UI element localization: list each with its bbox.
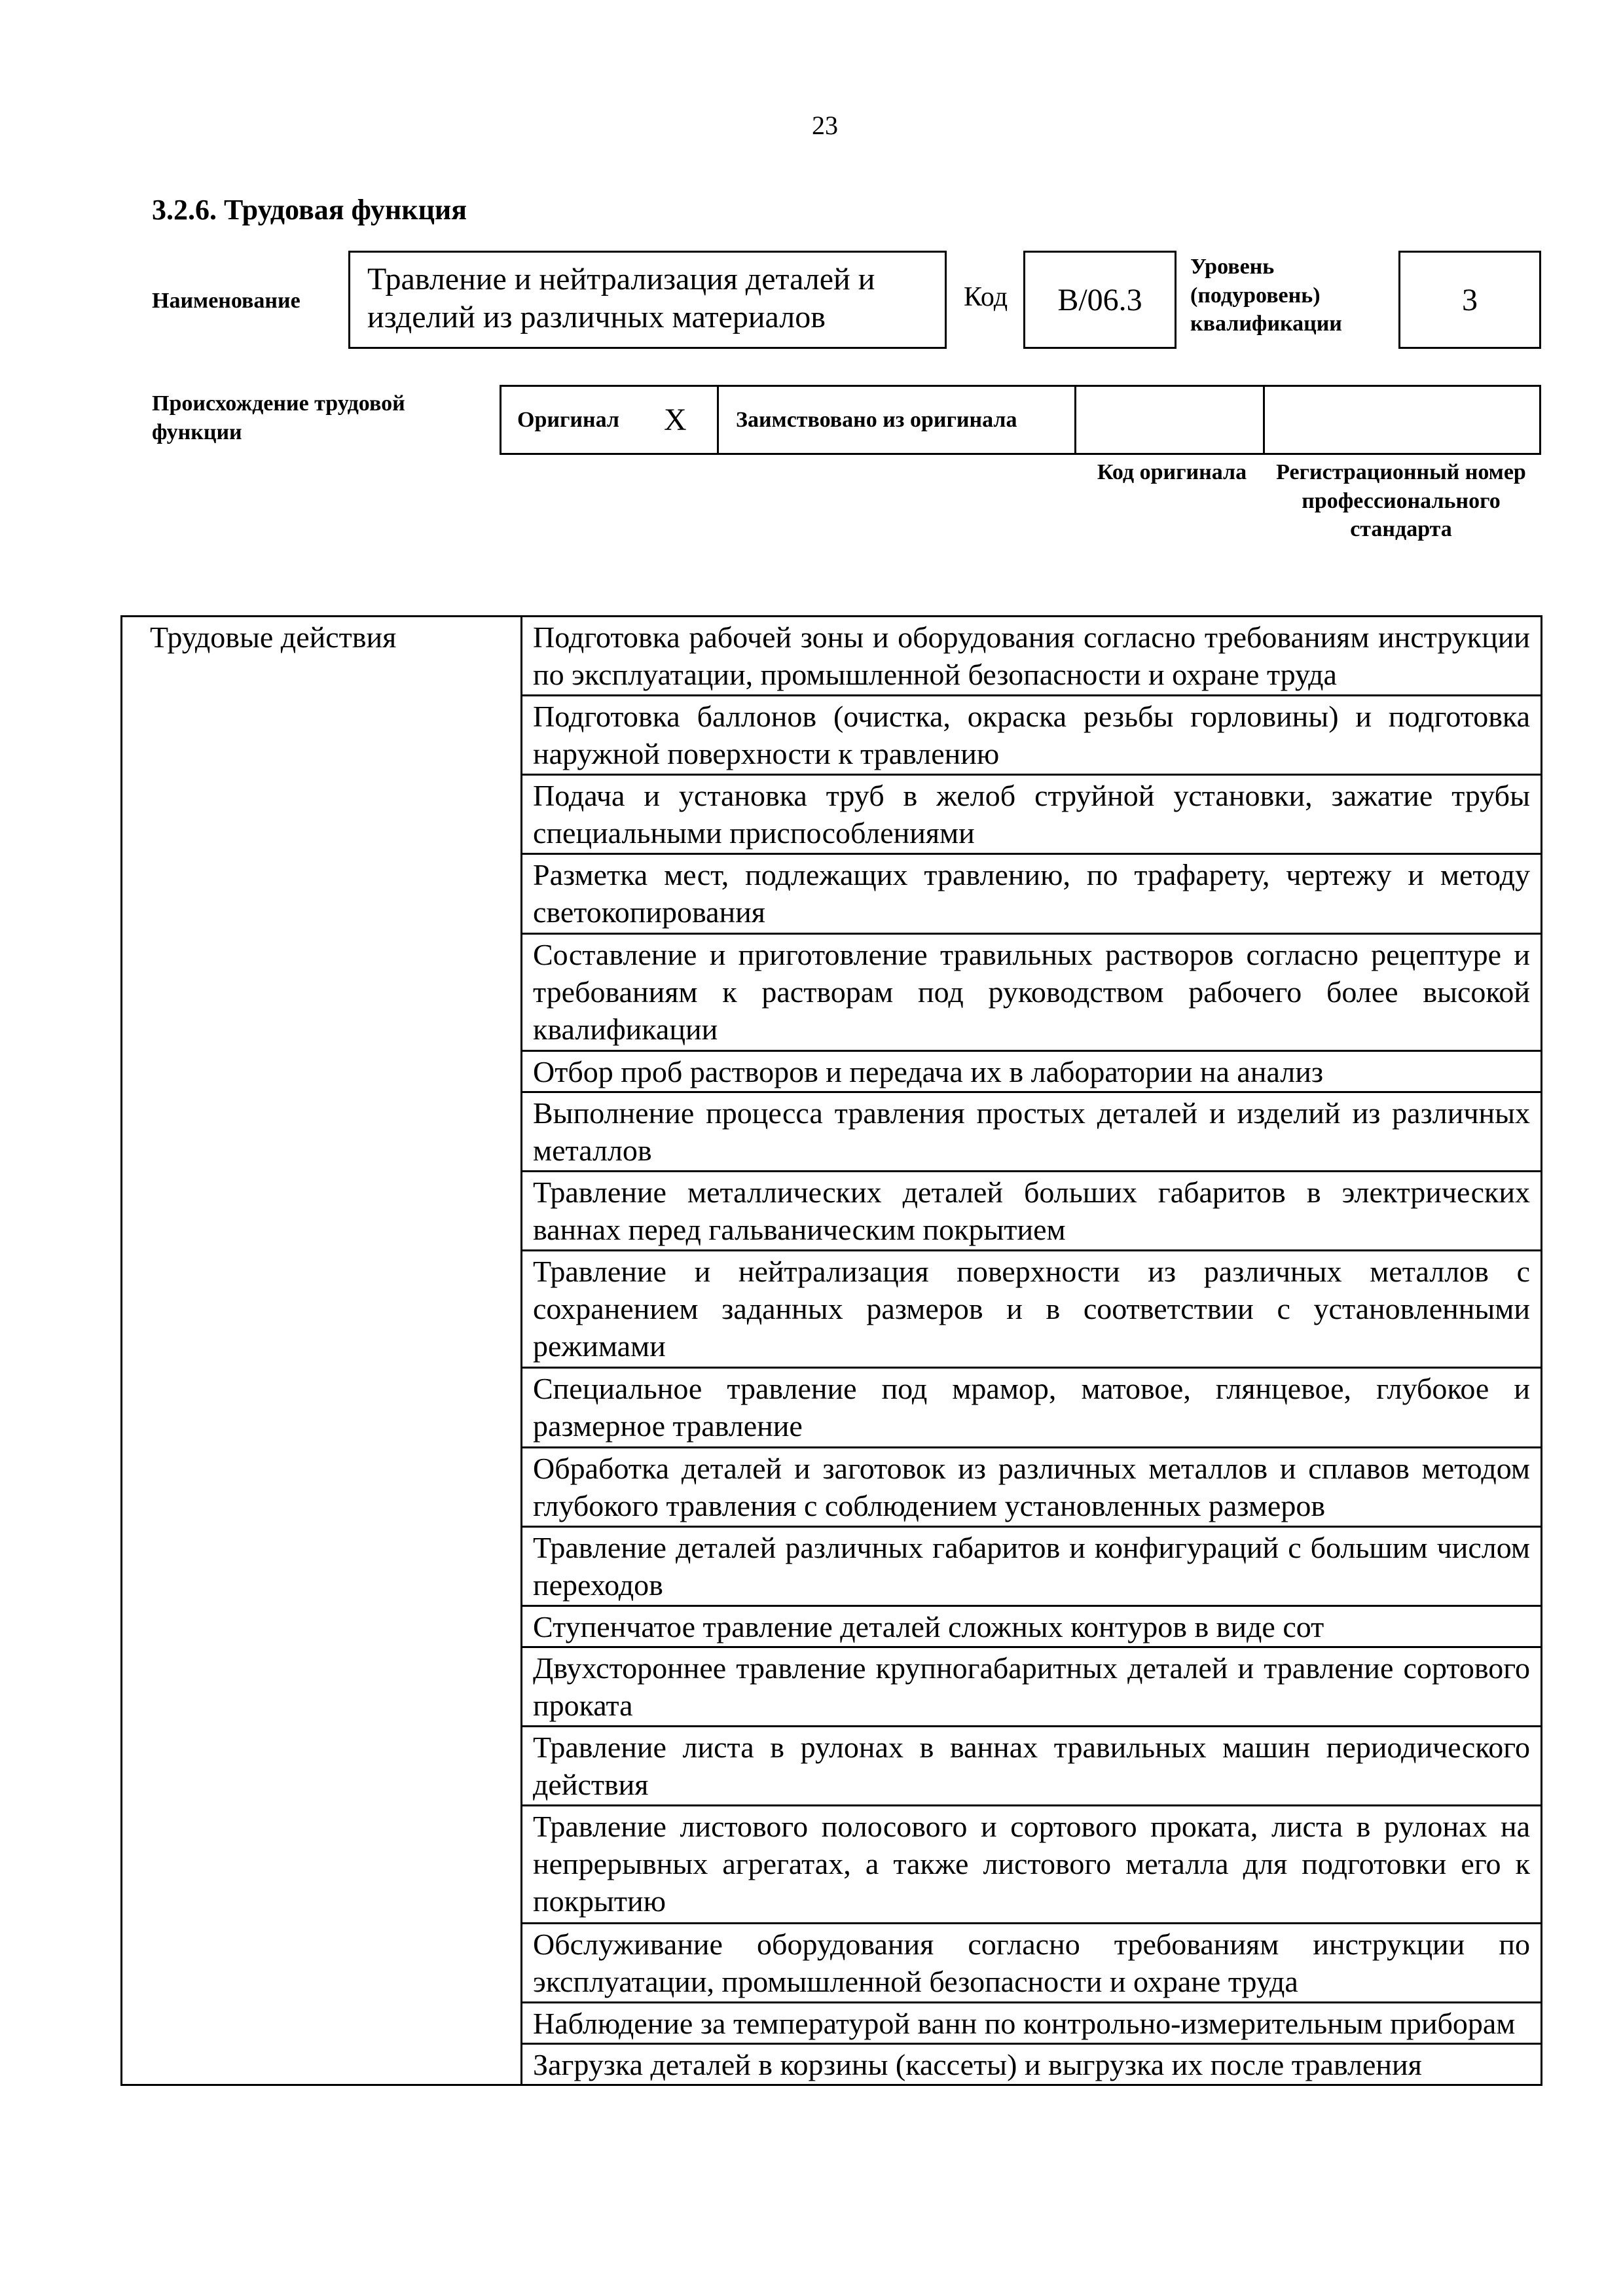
labor-action-item: Составление и приготовление травильных растворов согласно рецептуре и требованиям к растворам под руководством рабочего более высокой квалификации xyxy=(522,933,1542,1050)
labor-action-item: Травление листового полосового и сортового проката, листа в рулонах на непрерывных агрегатах, а также листового металла для подготовки его к покрытию xyxy=(522,1806,1542,1923)
labor-action-item: Травление и нейтрализация поверхности из различных металлов с сохранением заданных размеров и в соответствии с установленными режимами xyxy=(522,1251,1542,1368)
origin-original-cell xyxy=(501,387,719,453)
labor-action-item: Ступенчатое травление деталей сложных контуров в виде сот xyxy=(522,1605,1542,1647)
labor-actions-table xyxy=(120,615,1542,2086)
qualification-level-label: Уровень (подуровень) квалификации xyxy=(1190,255,1342,336)
origin-borrowed-cell: Заимствовано из оригинала xyxy=(719,387,1076,453)
labor-action-item: Загрузка деталей в корзины (кассеты) и выгрузка их после травления xyxy=(522,2043,1542,2085)
qualification-level-field: 3 xyxy=(1398,251,1541,349)
labor-action-item: Травление листа в рулонах в ваннах травильных машин периодического действия xyxy=(522,1727,1542,1806)
code-original-label: Код оригинала xyxy=(1097,460,1247,484)
labor-action-item: Подготовка баллонов (очистка, окраска резьбы горловины) и подготовка наружной поверхности к травлению xyxy=(522,696,1542,775)
section-title: 3.2.6. Трудовая функция xyxy=(152,194,467,226)
labor-action-item: Двухстороннее травление крупногабаритных деталей и травление сортового проката xyxy=(522,1647,1542,1727)
labor-actions-header: Трудовые действия xyxy=(122,617,522,2085)
labor-action-item: Обслуживание оборудования согласно требованиям инструкции по эксплуатации, промышленной безопасности и охране труда xyxy=(522,1923,1542,2002)
code-label: Код xyxy=(964,282,1008,312)
origin-reg-number-cell xyxy=(1265,387,1539,453)
labor-action-item: Специальное травление под мрамор, матовое, глянцевое, глубокое и размерное травление xyxy=(522,1368,1542,1447)
name-label: Наименование xyxy=(152,289,301,313)
labor-action-item: Травление металлических деталей больших габаритов в электрических ваннах перед гальваническим покрытием xyxy=(522,1172,1542,1251)
labor-action-item: Подача и установка труб в желоб струйной установки, зажатие трубы специальными приспособлениями xyxy=(522,775,1542,854)
labor-action-item: Травление деталей различных габаритов и конфигураций с большим числом переходов xyxy=(522,1526,1542,1605)
origin-table xyxy=(500,385,1541,455)
labor-action-item: Разметка мест, подлежащих травлению, по трафарету, чертежу и методу светокопирования xyxy=(522,854,1542,933)
origin-original-label: Оригинал xyxy=(517,407,619,432)
table-row xyxy=(122,617,1542,696)
labor-action-item: Подготовка рабочей зоны и оборудования согласно требованиям инструкции по эксплуатации, промышленной безопасности и охране труда xyxy=(522,617,1542,696)
origin-label: Происхождение трудовой функции xyxy=(152,391,405,444)
function-code-field: B/06.3 xyxy=(1023,251,1176,349)
labor-action-item: Выполнение процесса травления простых деталей и изделий из различных металлов xyxy=(522,1092,1542,1171)
origin-original-mark: X xyxy=(663,403,687,437)
page-number: 23 xyxy=(812,111,838,140)
labor-action-item: Отбор проб растворов и передача их в лаборатории на анализ xyxy=(522,1050,1542,1092)
origin-code-cell xyxy=(1076,387,1265,453)
reg-number-label: Регистрационный номер профессионального стандарта xyxy=(1276,460,1526,542)
function-name-field: Травление и нейтрализация деталей и изделий из различных материалов xyxy=(348,251,947,349)
labor-action-item: Наблюдение за температурой ванн по контрольно-измерительным приборам xyxy=(522,2002,1542,2043)
labor-action-item: Обработка деталей и заготовок из различных металлов и сплавов методом глубокого травления с соблюдением установленных размеров xyxy=(522,1447,1542,1526)
